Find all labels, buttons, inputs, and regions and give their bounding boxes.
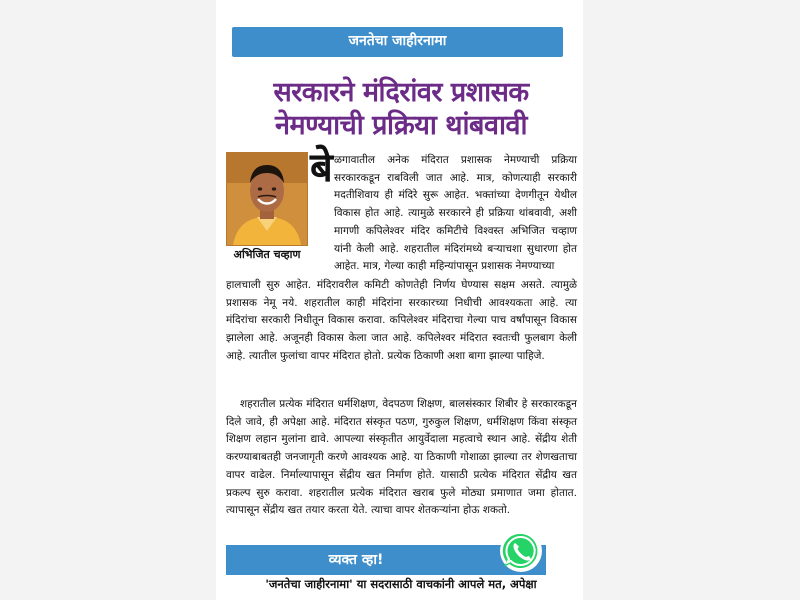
article-paragraph-1-continued: [226, 277, 577, 366]
footer-note: 'जनतेचा जाहीरनामा' या सदरासाठी वाचकांनी आपले मत, अपेक्षा: [265, 577, 537, 591]
headline-line-1: सरकारने मंदिरांवर प्रशासक: [273, 77, 529, 108]
newspaper-clipping: [216, 0, 583, 600]
article-paragraph-1-wrap: [334, 152, 577, 276]
section-header: [232, 27, 563, 57]
paragraph-text: शहरातील प्रत्येक मंदिरात धर्मशिक्षण, वेदपठण शिक्षण, बालसंस्कार शिबीर हे सरकारकडून दिले जावे, ही अपेक्षा आहे. मंदिरात संस्कृत पठण, गुरुकुल शिक्षण, धर्मशिक्षण किंवा संस्कृत शिक्षण लहान मुलांना द्यावे. आपल्या संस्कृतीत आयुर्वेदाला महत्वाचे स्थान आहे. सेंद्रीय शेती करण्याबाबतही जनजागृती करणे आवश्यक आहे. या ठिकाणी गोशाळा झाल्या तर शेणखताचा वापर वाढेल. निर्माल्यापासून सेंद्रीय खत निर्माण होते. यासाठी प्रत्येक मंदिरात सेंद्रीय खत प्रकल्प सुरु करावा. शहरातील प्रत्येक मंदिरात खराब फुले मोठ्या प्रमाणात जमा होतात. त्यापासून सेंद्रीय खत तयार करता येते. त्याचा वापर शेतकऱ्यांना होऊ शकतो.: [226, 398, 577, 517]
article-paragraph-2: [226, 396, 577, 520]
drop-cap: बे: [310, 145, 333, 191]
headline-line-2: नेमण्याची प्रक्रिया थांबवावी: [275, 110, 527, 141]
whatsapp-icon: [498, 528, 544, 574]
article-headline: [224, 76, 578, 142]
author-photo: [226, 152, 308, 246]
author-name: अभिजित चव्हाण: [233, 248, 301, 261]
paragraph-text: ळगावातील अनेक मंदिरात प्रशासक नेमण्याची प्रक्रिया सरकारकडून राबविली जात आहे. मात्र, कोणत्याही सरकारी मदतीशिवाय ही मंदिरे सुरू आहेत. भक्तांच्या देणगीतून येथील विकास होत आहे. त्यामुळे सरकारने ही प्रक्रिया थांबवावी, अशी मागणी कपिलेश्वर मंदिर कमिटीचे विश्वस्त अभिजित चव्हाण यांनी केली आहे. शहरातील मंदिरांमध्ये बऱ्याचशा सुधारणा होत आहेत. मात्र, गेल्या काही महिन्यांपासून प्रशासक नेमण्याच्या: [334, 154, 577, 273]
cta-label: व्यक्त व्हा!: [328, 552, 384, 568]
paragraph-text: हालचाली सुरु आहेत. मंदिरावरील कमिटी कोणतेही निर्णय घेण्यास सक्षम असते. त्यामुळे प्रशासक नेमू नये. शहरातील काही मंदिरांना सरकारच्या निधीची आवश्यकता आहे. त्या मंदिरांचा सरकारी निधीतून विकास करावा. कपिलेश्वर मंदिराचा गेल्या पाच वर्षांपासून विकास झालेला आहे. अजूनही विकास केला जात आहे. कपिलेश्वर मंदिरात स्वतःची फुलबाग केली आहे. त्यातील फुलांचा वापर मंदिरात होतो. प्रत्येक ठिकाणी अशा बागा झाल्या पाहिजे.: [226, 279, 577, 362]
section-title: जनतेचा जाहीरनामा: [348, 33, 447, 49]
